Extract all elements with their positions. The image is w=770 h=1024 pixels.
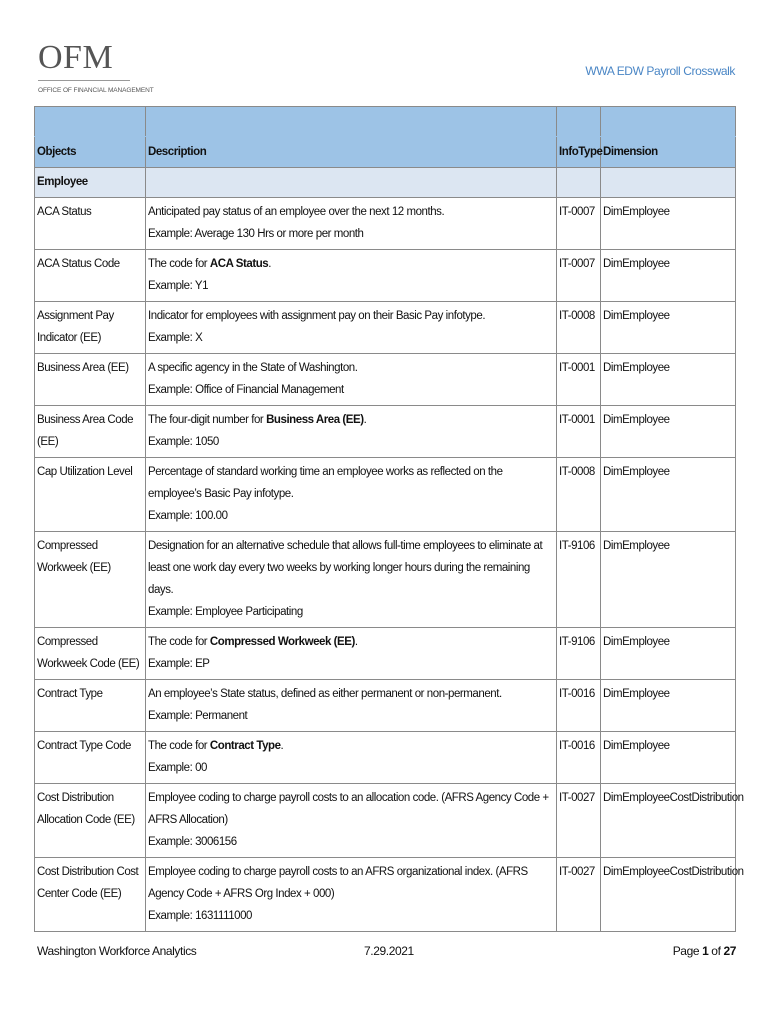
description-term: Business Area (EE) — [266, 414, 364, 426]
group-row — [35, 168, 736, 198]
description-text: The code for — [148, 636, 210, 648]
table-row — [35, 354, 736, 406]
description-cell — [146, 198, 557, 250]
header-row — [35, 137, 736, 168]
description-cell — [146, 250, 557, 302]
object-cell: Cost Distribution Allocation Code (EE) — [35, 784, 146, 858]
description-text: The code for — [148, 740, 210, 752]
page-current: 1 — [702, 944, 709, 958]
dimension-cell: DimEmployee — [601, 732, 736, 784]
header-spacer-row — [35, 107, 736, 137]
infotype-cell: IT-9106 — [557, 628, 601, 680]
description-text: A specific agency in the State of Washington. — [148, 362, 358, 374]
description-example: Example: 3006156 — [148, 836, 237, 848]
infotype-cell: IT-0007 — [557, 198, 601, 250]
object-cell: Business Area Code (EE) — [35, 406, 146, 458]
object-cell: Compressed Workweek Code (EE) — [35, 628, 146, 680]
footer-organization: Washington Workforce Analytics — [37, 944, 197, 958]
dimension-cell: DimEmployeeCostDistribution — [601, 858, 736, 932]
description-example: Example: 1050 — [148, 436, 219, 448]
logo-subtitle: OFFICE OF FINANCIAL MANAGEMENT — [38, 87, 154, 94]
dimension-cell: DimEmployee — [601, 532, 736, 628]
infotype-cell: IT-0001 — [557, 406, 601, 458]
description-text: Percentage of standard working time an employee works as reflected on the employee’s Basic Pay infotype. — [148, 466, 503, 500]
description-cell — [146, 628, 557, 680]
table-row — [35, 198, 736, 250]
description-text: An employee’s State status, defined as either permanent or non-permanent. — [148, 688, 502, 700]
dimension-cell: DimEmployee — [601, 198, 736, 250]
object-cell: Cost Distribution Cost Center Code (EE) — [35, 858, 146, 932]
description-example: Example: EP — [148, 658, 210, 670]
footer-date: 7.29.2021 — [364, 944, 414, 958]
description-term: Contract Type — [209, 740, 281, 752]
object-cell: Assignment Pay Indicator (EE) — [35, 302, 146, 354]
table-row — [35, 732, 736, 784]
dimension-cell: DimEmployee — [601, 354, 736, 406]
infotype-cell: IT-0007 — [557, 250, 601, 302]
object-cell: Contract Type — [35, 680, 146, 732]
object-cell: Contract Type Code — [35, 732, 146, 784]
document-title: WWA EDW Payroll Crosswalk — [585, 64, 735, 78]
description-example: Example: Y1 — [148, 280, 209, 292]
description-example: Example: X — [148, 332, 203, 344]
description-example: Example: Average 130 Hrs or more per month — [148, 228, 364, 240]
logo-divider — [38, 80, 130, 81]
infotype-cell: IT-9106 — [557, 532, 601, 628]
dimension-cell: DimEmployee — [601, 458, 736, 532]
table-row — [35, 784, 736, 858]
description-cell — [146, 458, 557, 532]
dimension-cell: DimEmployeeCostDistribution — [601, 784, 736, 858]
description-cell — [146, 858, 557, 932]
description-suffix: . — [268, 258, 272, 270]
description-example: Example: 00 — [148, 762, 207, 774]
dimension-cell: DimEmployee — [601, 250, 736, 302]
dimension-cell: DimEmployee — [601, 406, 736, 458]
table-row — [35, 406, 736, 458]
infotype-cell: IT-0008 — [557, 302, 601, 354]
description-text: The code for — [148, 258, 210, 270]
table-row — [35, 628, 736, 680]
description-term: Compressed Workweek (EE) — [209, 636, 355, 648]
description-cell — [146, 302, 557, 354]
description-cell — [146, 532, 557, 628]
infotype-cell: IT-0016 — [557, 680, 601, 732]
group-label: Employee — [35, 168, 146, 198]
object-cell: Business Area (EE) — [35, 354, 146, 406]
description-text: Designation for an alternative schedule that allows full-time employees to eliminate at least one work day every two weeks by working longer hours during the remaining days. — [148, 540, 543, 596]
description-text: Anticipated pay status of an employee over the next 12 months. — [148, 206, 445, 218]
infotype-cell: IT-0001 — [557, 354, 601, 406]
column-header-dimension: Dimension — [601, 137, 736, 168]
description-text: Indicator for employees with assignment pay on their Basic Pay infotype. — [148, 310, 486, 322]
infotype-cell: IT-0027 — [557, 858, 601, 932]
description-cell — [146, 784, 557, 858]
description-suffix: . — [280, 740, 284, 752]
description-suffix: . — [354, 636, 358, 648]
logo-wordmark: OFM — [38, 39, 114, 76]
table-row — [35, 532, 736, 628]
object-cell: ACA Status Code — [35, 250, 146, 302]
table-row — [35, 250, 736, 302]
description-cell — [146, 680, 557, 732]
table-row — [35, 302, 736, 354]
table-row — [35, 680, 736, 732]
page-of: of — [708, 944, 724, 958]
ofm-logo — [38, 39, 154, 94]
description-example: Example: Permanent — [148, 710, 248, 722]
description-text: The four-digit number for — [148, 414, 267, 426]
description-text: Employee coding to charge payroll costs to an AFRS organizational index. (AFRS Agency Code + AFRS Org Index + 000) — [148, 866, 528, 900]
description-cell — [146, 732, 557, 784]
infotype-cell: IT-0008 — [557, 458, 601, 532]
column-header-objects: Objects — [35, 137, 146, 168]
table-row — [35, 458, 736, 532]
description-term: ACA Status — [209, 258, 269, 270]
description-cell — [146, 406, 557, 458]
crosswalk-table — [34, 106, 744, 932]
description-cell — [146, 354, 557, 406]
page-total: 27 — [723, 944, 736, 958]
object-cell: Cap Utilization Level — [35, 458, 146, 532]
description-suffix: . — [363, 414, 367, 426]
column-header-description: Description — [146, 137, 557, 168]
description-example: Example: Office of Financial Management — [148, 384, 344, 396]
object-cell: ACA Status — [35, 198, 146, 250]
infotype-cell: IT-0016 — [557, 732, 601, 784]
description-example: Example: 100.00 — [148, 510, 228, 522]
description-example: Example: 1631111000 — [148, 910, 252, 922]
infotype-cell: IT-0027 — [557, 784, 601, 858]
table-row — [35, 858, 736, 932]
description-text: Employee coding to charge payroll costs to an allocation code. (AFRS Agency Code + AFRS Allocation) — [148, 792, 549, 826]
footer-page-number — [673, 944, 736, 958]
dimension-cell: DimEmployee — [601, 680, 736, 732]
column-header-infotype: InfoType — [557, 137, 601, 168]
page-prefix: Page — [672, 944, 703, 958]
dimension-cell: DimEmployee — [601, 628, 736, 680]
object-cell: Compressed Workweek (EE) — [35, 532, 146, 628]
description-example: Example: Employee Participating — [148, 606, 303, 618]
dimension-cell: DimEmployee — [601, 302, 736, 354]
